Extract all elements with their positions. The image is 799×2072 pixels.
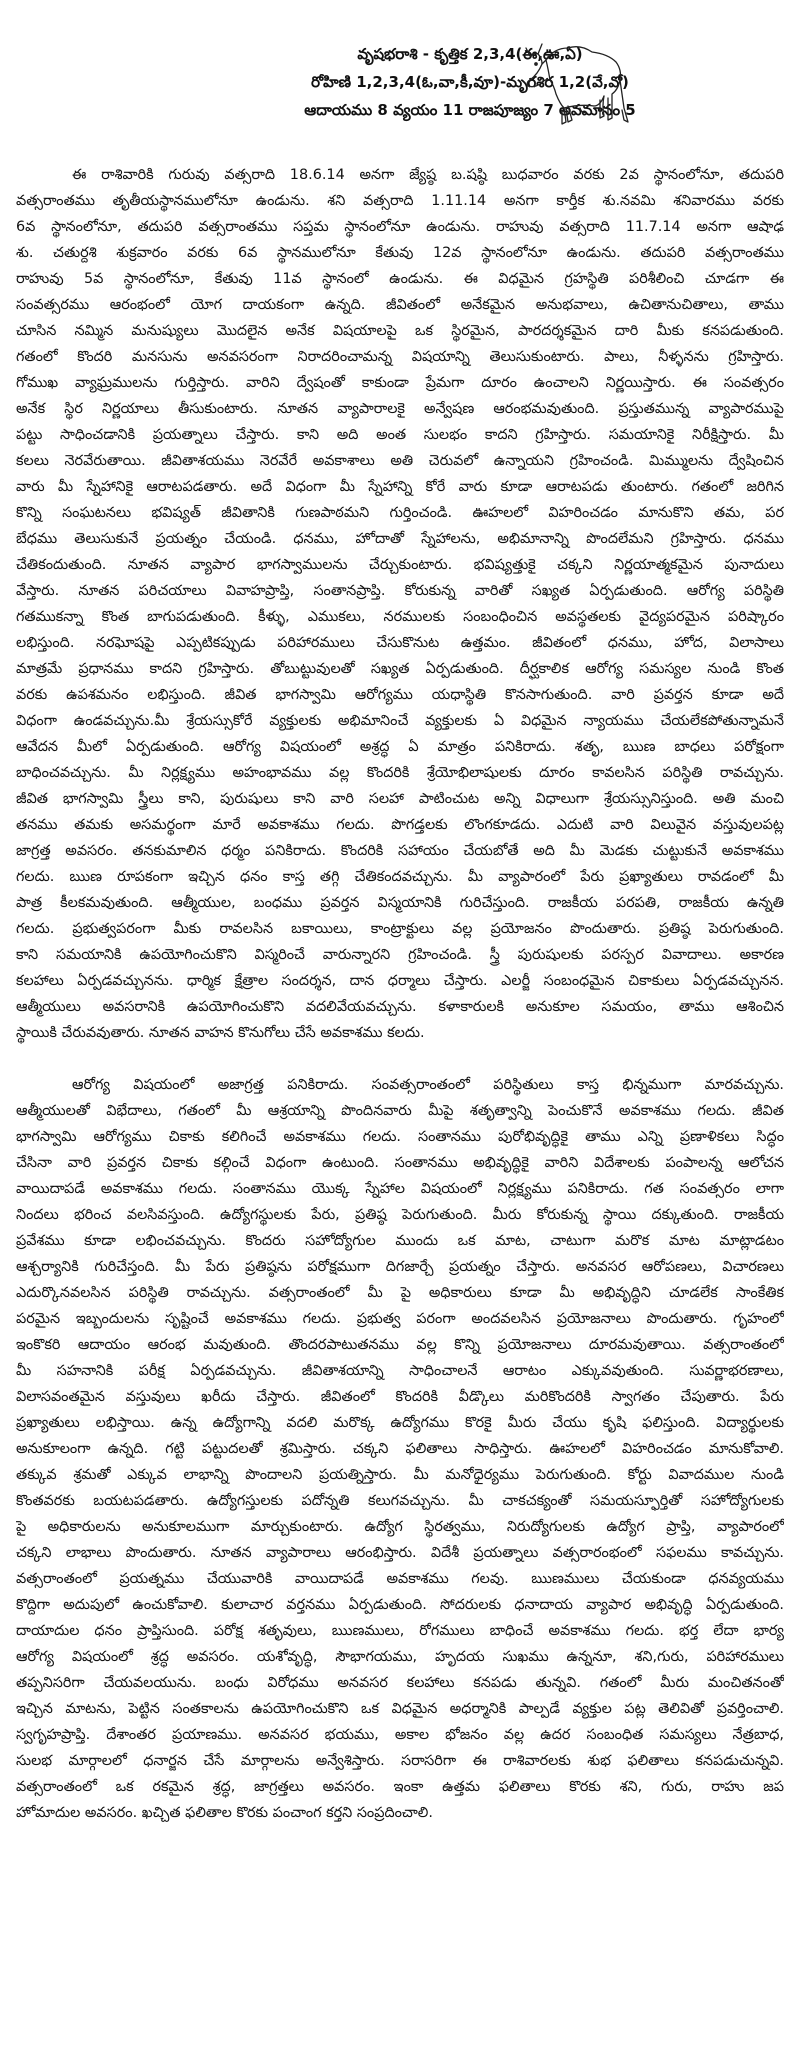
- title-stats-line: ఆదాయము 8 వ్యయం 11 రాజపూజ్యం 7 అవమానం 5: [304, 101, 636, 119]
- text-line: అనుకూలంగా ఉన్నది. గట్టి పట్టుదలతో శ్రమిస్తారు. చక్కని ఫలితాలు సాధిస్తారు. ఊహలలో విహరించడం మానుకోవాలి.: [16, 1441, 784, 1457]
- text-line: శు. చతుర్దశి శుక్రవారం వరకు 6వ స్థానములోనూ కేతువు 12వ స్థానంలోనూ ఉండును. తదుపరి వత్సరాంతము: [16, 245, 784, 261]
- text-line: కొద్దిగా అదుపులో ఉంచుకోవాలి. కులాచార వర్తనము ఏర్పడుతుంది. సోదరులకు ధనాదాయ వ్యాపార అభివృద్ధి ఏర్పడుతుంది.: [16, 1597, 784, 1613]
- text-line: వత్సరాంతంలో ఒక రకమైన శ్రద్ధ, జాగ్రత్తలు అవసరం. ఇంకా ఉత్తమ ఫలితాలు కొరకు శని, గురు, రాహు జప: [16, 1779, 784, 1795]
- text-line: జీవిత భాగస్వామి స్త్రీలు కాని, పురుషులు కాని వారి సలహా పాటించుట అన్ని విధాలుగా శ్రేయస్సునిస్తుంది. అతి మంచి: [16, 791, 784, 807]
- text-line: కాని సమయానికి ఉపయోగించుకొని విస్మరించే వారున్నారని గ్రహించండి. స్త్రీ పురుషులకు పరస్పర వివాదాలు. అకారణ: [16, 947, 784, 963]
- page-header: [0, 40, 799, 135]
- text-line: ఎదుర్కొనవలసిన పరిస్థితి రావచ్చును. వత్సరాంతంలో మీ పై అధికారులు కూడా మీ అభివృద్ధిని చూడలేక సాంకేతిక: [16, 1285, 784, 1301]
- text-line: గోముఖ వ్యాఘ్రములను గుర్తిస్తారు. వారిని ద్వేషంతో కాకుండా ప్రేమగా దూరం ఉంచాలని నిర్ణయిస్తారు. ఈ సంవత్సరం: [16, 375, 784, 391]
- bull-icon: [520, 34, 632, 134]
- text-line: చక్కని లాభాలు పొందుతారు. నూతన వ్యాపారాలు ఆరంభిస్తారు. విదేశీ ప్రయత్నాలు వత్సరారంభంలో సఫలము కావచ్చును.: [16, 1545, 784, 1561]
- text-line: వాయిదాపడే అవకాశము గలదు. సంతానము యొక్క స్నేహాల విషయంలో నిర్లక్ష్యము పనికిరాదు. గత సంవత్సరం లాగా: [16, 1181, 784, 1197]
- text-line: ఆరోగ్య విషయంలో అజాగ్రత్త పనికిరాదు. సంవత్సరాంతంలో పరిస్థితులు కాస్త భిన్నముగా మారవచ్చును.: [72, 1077, 784, 1093]
- text-line: ఇచ్చిన మాటను, పెట్టిన సంతకాలను ఉపయోగించుకొని ఒక విధమైన అధర్మానికి పాల్పడే వ్యక్తుల పట్ల తెలివితో ప్రవర్తించాలి.: [16, 1701, 784, 1717]
- text-line: ఇంకొకరి ఆదాయం ఆరంభ మవుతుంది. తొందరపాటుతనము వల్ల కొన్ని ప్రయోజనాలు దూరమవుతాయి. వత్సరాంతంలో: [16, 1337, 784, 1353]
- text-line: తక్కువ శ్రమతో ఎక్కువ లాభాన్ని పొందాలని ప్రయత్నిస్తారు. మీ మనోధైర్యము పెరుగుతుంది. కోర్టు వివాదముల నుండి: [16, 1467, 784, 1483]
- prediction-body: [16, 162, 784, 1826]
- text-line: చేసినా వారి ప్రవర్తన చికాకు కల్గించే విధంగా ఉంటుంది. సంతానము అభివృద్ధికై వారిని విదేశాలకు పంపాలన్న ఆలోచన: [16, 1155, 784, 1171]
- text-line: కొన్ని సంఘటనలు భవిష్యత్ జీవితానికి గుణపాఠమని గుర్తించండి. ఊహలలో విహరించడం మానుకొని తమ, పర: [16, 505, 784, 521]
- text-line: భాగస్వామి ఆరోగ్యము చికాకు కలిగించే అవకాశము గలదు. సంతానము పురోభివృద్ధికై తాము ఎన్ని ప్రణాళికలు సిద్ధం: [16, 1129, 784, 1145]
- text-line: మాత్రమే ప్రధానము కాదని గ్రహిస్తారు. తోబుట్టువులతో సఖ్యత ఏర్పడుతుంది. దీర్ఘకాలిక ఆరోగ్య సమస్యల నుండి కొంత: [16, 661, 784, 677]
- text-line: స్వగృహప్రాప్తి. దేశాంతర ప్రయాణము. అనవసర భయము, అకాల భోజనం వల్ల ఉదర సంబంధిత సమస్యలు నేత్రబాధ,: [16, 1727, 784, 1743]
- text-line: దాయాదుల ధనం ప్రాప్తిసుంది. పరోక్ష శతృవులు, ఋణములు, రోగములు బాధించే అవకాశము గలదు. భర్త లేదా భార్య: [16, 1623, 784, 1639]
- text-line: విలాసవంతమైన వస్తువులు ఖరీదు చేస్తారు. జీవితంలో కొందరికి వీడ్కొలు మరికొందరికి స్వాగతం చేపుతారు. పేరు: [16, 1389, 784, 1405]
- text-line: చూసిన నమ్మిన మనుష్యులు మొదలైన అనేక విషయాలపై ఒక స్థిరమైన, పారదర్శకమైన దారి మీకు కనపడుతుంది.: [16, 323, 784, 339]
- text-line: ప్రవేశము కూడా లభించవచ్చును. కొందరు సహోద్యోగుల ముందు ఒక మాట, చాటుగా మరొక మాట మాట్లాడటం: [16, 1233, 784, 1249]
- text-line: స్థాయికి చేరువవుతారు. నూతన వాహన కొనుగోలు చేసే అవకాశము కలదు.: [16, 1025, 425, 1041]
- text-line: ఆరోగ్య విషయంలో శ్రద్ధ అవసరం. యశోవృద్ధి, సౌభాగయము, హృదయ సుఖము ఉన్ననూ, శని,గురు, పరిహారములు: [16, 1649, 784, 1665]
- text-line: ఆవేదన మీలో ఏర్పడుతుంది. ఆరోగ్య విషయంలో అశ్రద్ధ ఏ మాత్రం పనికిరాదు. శతృ, ఋణ బాధలు పరోక్షంగా: [16, 739, 784, 755]
- text-line: ఈ రాశివారికి గురువు వత్సరాది 18.6.14 అనగా జ్యేష్ఠ బ.షష్ఠి బుధవారం వరకు 2వ స్థానంలోనూ, తదుపరి: [72, 167, 784, 183]
- title-nakshatra-line: రోహిణి 1,2,3,4(ఓ,వా,కీ,వూ)-మృగశిర 1,2(వే,వో): [311, 73, 629, 91]
- text-line: తనము తమకు అసమర్థంగా మారే అవకాశము గలదు. పొగడ్తలకు లొంగకూడదు. ఎదుటి వారి విలువైన వస్తువులపట్ల: [16, 817, 784, 833]
- text-line: బాధించవచ్చును. మీ నిర్లక్ష్యము అహంభావము వల్ల కొందరికి శ్రేయోభిలాషులకు దూరం కావలసిన పరిస్థితి రావచ్చును.: [16, 765, 784, 781]
- paragraph-general: [16, 162, 784, 1046]
- text-line: పై అధికారులను అనుకూలముగా మార్చుకుంటారు. ఉద్యోగ స్థిరత్వము, నిరుద్యోగులకు ఉద్యోగ ప్రాప్తి, వ్యాపారంలో: [16, 1519, 784, 1535]
- text-line: ఆత్మీయులు అవసరానికి ఉపయోగించుకొని వదలివేయవచ్చును. కళాకారులకి అనుకూల సమయం, తాము ఆశించిన: [16, 999, 784, 1015]
- text-line: వారు మీ స్నేహానికై ఆరాటపడతారు. అదే విధంగా మీ స్నేహాన్ని కోరే వారు కూడా ఆరాటపడు తుంటారు. గతంలో జరిగిన: [16, 479, 784, 495]
- text-line: పరమైన ఇబ్బందులను సృష్టించే అవకాశము గలదు. ప్రభుత్వ పరంగా అందవలసిన ప్రయోజనాలు పొందుతారు. గృహంలో: [16, 1311, 784, 1327]
- text-line: హోమాదుల అవసరం. ఖచ్చిత ఫలితాల కొరకు పంచాంగ కర్తని సంప్రదించాలి.: [16, 1805, 433, 1821]
- text-line: రాహువు 5వ స్థానంలోనూ, కేతువు 11వ స్థానంలో ఉండును. ఈ విధమైన గ్రహస్థితి పరిశీలించి చూడగా ఈ: [16, 271, 784, 287]
- text-line: జాగ్రత్త అవసరం. తనకుమాలిన ధర్మం పనికిరాదు. కొందరికి సహాయం చేయబోతే అది మీ మెడకు చుట్టుకునే అవకాశము: [16, 843, 784, 859]
- text-line: ప్రఖ్యాతులు లభిస్తాయి. ఉన్న ఉద్యోగాన్ని వదలి మరొక్క ఉద్యోగము కొరకై మీరు చేయు కృషి ఫలిస్తుంది. విద్యార్థులకు: [16, 1415, 784, 1431]
- text-line: లభిస్తుంది. నరఘోషపై ఎప్పటికప్పుడు పరిహారములు చేసుకొనుట ఉత్తమం. జీవితంలో ధనము, హోద, విలాసాలు: [16, 635, 784, 651]
- title-rashi-line: వృషభరాశి - కృత్తిక 2,3,4(ఈ,ఊ,ఏ): [357, 45, 583, 63]
- text-line: 6వ స్థానంలోనూ, తదుపరి వత్సరాంతము సప్తమ స్థానంలోనూ ఉండును. రాహువు వత్సరాది 11.7.14 అనగా ఆషాఢ: [16, 219, 784, 235]
- text-line: గలదు. ప్రభుత్వపరంగా మీకు రావలసిన బకాయిలు, కాంట్రాక్టులు వల్ల ప్రయోజనం పొందుతారు. ప్రతిష్ఠ పెరుగుతుంది.: [16, 921, 784, 937]
- text-line: వత్సరాంతము తృతీయస్థానములోనూ ఉండును. శని వత్సరాది 1.11.14 అనగా కార్తీక శు.నవమి శనివారము వరకు: [16, 193, 784, 209]
- text-line: కలహాలు ఏర్పడవచ్చునను. ధార్మిక క్షేత్రాల సందర్శన, దాన ధర్మాలు చేస్తారు. ఎలర్జీ సంబంధమైన చికాకులు ఏర్పడవచ్చునన.: [16, 973, 784, 989]
- text-line: చేతికందుతుంది. నూతన వ్యాపార భాగస్వాములను చేర్చుకుంటారు. భవిష్యత్తుకై చక్కని నిర్ణయాత్మకమైన పునాదులు: [16, 557, 784, 573]
- text-line: గతంలో కొందరి మనసును అనవసరంగా నిరాదరించామన్న విషయాన్ని తెలుసుకుంటారు. పాలు, నీళ్ళనను గ్రహిస్తారు.: [16, 349, 784, 365]
- text-line: గలదు. ఋణ రూపకంగా ఇచ్చిన ధనం కాస్త తగ్గి చేతికందవచ్చును. మీ వ్యాపారంలో పేరు ప్రఖ్యాతులు రావడంలో మీ: [16, 869, 784, 885]
- text-line: ఆశ్చర్యానికి గురిచేస్తంది. మీ పేరు ప్రతిష్ఠను పరోక్షముగా దిగజార్చే ప్రయత్నం చేస్తారు. అనవసర ఆరోపణలు, విచారణలు: [16, 1259, 784, 1275]
- text-line: మీ సహనానికి పరీక్ష ఏర్పడవచ్చును. జీవితాశయాన్ని సాధించాలనే ఆరాటం ఎక్కువవుతుంది. సువర్ణాభరణాలు,: [16, 1363, 784, 1379]
- text-line: వత్సరాంతంలో ప్రయత్నము చేయువారికి వాయిదాపడే అవకాశము గలవు. ఋణములు చేయకుండా ధనవ్యయము: [16, 1571, 784, 1587]
- text-line: వేస్తారు. నూతన పరిచయాలు వివాహప్రాప్తి, సంతానప్రాప్తి. కోరుకున్న వారితో సఖ్యత ఏర్పడుతుంది. ఆరోగ్య పరిస్థితి: [16, 583, 784, 599]
- text-line: నిందలు భరించ వలసివస్తుంది. ఉద్యోగస్థులకు పేరు, ప్రతిష్ఠ పెరుగుతుంది. మీరు కోరుకున్న స్థాయి దక్కుతుంది. రాజకీయ: [16, 1207, 784, 1223]
- text-line: వరకు ఉపశమనం లభిస్తుంది. జీవిత భాగస్వామి ఆరోగ్యము యధాస్థితి కొనసాగుతుంది. వారి ప్రవర్తన కూడా అదే: [16, 687, 784, 703]
- text-line: కొంతవరకు బయటపడతారు. ఉద్యోగస్తులకు పదోన్నతి కలుగవచ్చును. మీ చాకచక్యంతో సమయస్ఫూర్తితో సహోద్యోగులకు: [16, 1493, 784, 1509]
- text-line: తప్పనిసరిగా చేయవలయును. బంధు విరోధము అనవసర కలహాలు కనపడు తున్నవి. గతంలో మీరు మంచితనంతో: [16, 1675, 784, 1691]
- text-line: సంవత్సరము ఆరంభంలో యోగ దాయకంగా ఉన్నది. జీవితంలో అనేకమైన అనుభవాలు, ఉచితానుచితాలు, తాము: [16, 297, 784, 313]
- text-line: పాత్ర కీలకమవుతుంది. ఆత్మీయుల, బంధము ప్రవర్తన విస్మయానికి గురిచేస్తుంది. రాజకీయ పరపతి, రాజకీయ ఉన్నతి: [16, 895, 784, 911]
- text-line: అనేక స్థిర నిర్ణయాలు తీసుకుంటారు. నూతన వ్యాపారాలకై అన్వేషణ ఆరంభమవుతుంది. ప్రస్తుతమున్న వ్యాపారముపై: [16, 401, 784, 417]
- text-line: సులభ మార్గాలలో ధనార్జన చేసే మార్గాలను అన్వేశిస్తారు. సరాసరిగా ఈ రాశివారలకు శుభ ఫలితాలు కనపడుచున్నవి.: [16, 1753, 784, 1769]
- text-line: ఆత్మీయులతో విభేదాలు, గతంలో మీ ఆశ్రయాన్ని పొందినవారు మీపై శతృత్వాన్ని పెంచుకొనే అవకాశము గలదు. జీవిత: [16, 1103, 784, 1119]
- text-line: గతముకన్నా కొంత బాగుపడుతుంది. కీళ్ళు, ఎముకలు, నరములకు సంబంధించిన అవస్థతలకు వైద్యపరమైన పరిష్కారం: [16, 609, 784, 625]
- text-line: బేధము తెలుసుకునే ప్రయత్నం చేయండి. ధనము, హోదాతో స్నేహాలను, అభిమానాన్ని పొందలేమని గ్రహిస్తారు. ధనము: [16, 531, 784, 547]
- text-line: పట్టు సాధించడానికి ప్రయత్నాలు చేస్తారు. కాని అది అంత సులభం కాదని గ్రహిస్తారు. సమయానికై నిరీక్షిస్తారు. మీ: [16, 427, 784, 443]
- paragraph-health-career: [16, 1072, 784, 1826]
- text-line: కలలు నెరవేరుతాయి. జీవితాశయము నెరవేరే అవకాశాలు అతి చెరువలో ఉన్నాయని గ్రహించండి. మిమ్ములను ద్వేషించిన: [16, 453, 784, 469]
- text-line: విధంగా ఉండవచ్చును.మీ శ్రేయస్సుకోరే వ్యక్తులకు అభిమానించే వ్యక్తులకు ఏ విధమైన న్యాయము చేయలేకపోతున్నామనే: [16, 713, 784, 729]
